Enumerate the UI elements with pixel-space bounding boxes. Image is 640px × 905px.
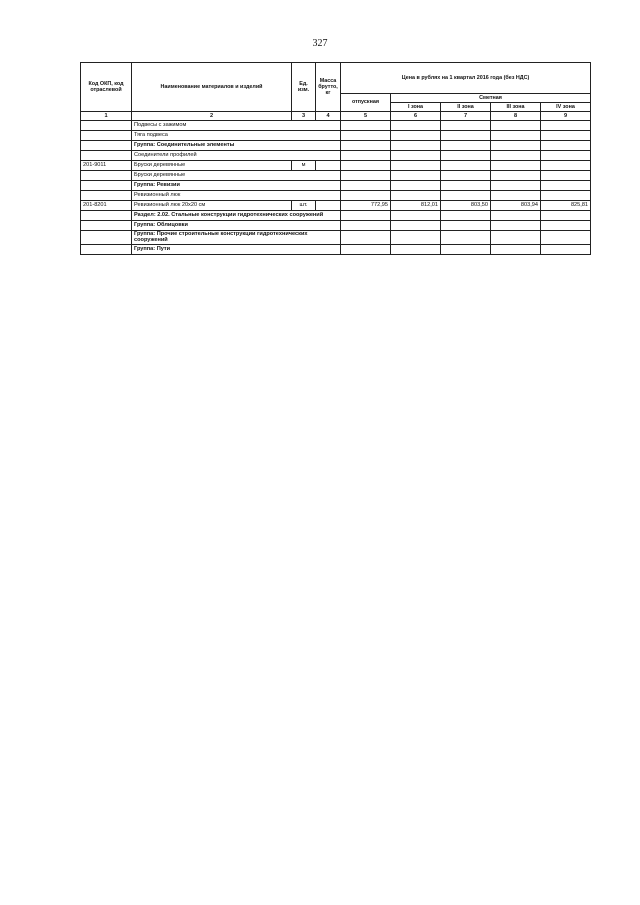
price-table	[80, 62, 591, 255]
column-number: 1	[81, 112, 132, 121]
table-row	[81, 151, 591, 161]
cell-release-price: 772,95	[341, 201, 391, 211]
cell-zone3-price	[491, 161, 541, 171]
cell-code	[81, 151, 132, 161]
cell-release-price	[341, 231, 391, 245]
cell-zone4-price	[541, 131, 591, 141]
table-row	[81, 244, 591, 254]
cell-unit: м	[292, 161, 316, 171]
cell-zone2-price	[441, 171, 491, 181]
cell-zone3-price	[491, 151, 541, 161]
cell-name: Группа: Ревизии	[132, 181, 341, 191]
cell-zone4-price	[541, 221, 591, 231]
cell-zone2-price	[441, 131, 491, 141]
cell-zone3-price	[491, 141, 541, 151]
cell-release-price	[341, 151, 391, 161]
cell-release-price	[341, 171, 391, 181]
cell-name: Группа: Соединительные элементы	[132, 141, 341, 151]
cell-name: Бруски деревянные	[132, 161, 292, 171]
column-number-row	[81, 112, 591, 121]
table-row	[81, 201, 591, 211]
cell-name: Бруски деревянные	[132, 171, 341, 181]
cell-zone3-price	[491, 181, 541, 191]
table-row	[81, 121, 591, 131]
cell-zone3-price	[491, 121, 541, 131]
cell-zone4-price	[541, 151, 591, 161]
cell-zone1-price	[391, 171, 441, 181]
header-name: Наименование материалов и изделий	[132, 63, 292, 112]
cell-zone1-price	[391, 221, 441, 231]
cell-name: Группа: Облицовки	[132, 221, 341, 231]
table-body	[81, 121, 591, 255]
cell-release-price	[341, 131, 391, 141]
cell-zone2-price	[441, 231, 491, 245]
cell-name: Ревизионный люк	[132, 191, 341, 201]
column-number: 7	[441, 112, 491, 121]
cell-zone1-price	[391, 211, 441, 221]
cell-zone1-price	[391, 161, 441, 171]
column-number: 9	[541, 112, 591, 121]
cell-zone1-price	[391, 191, 441, 201]
cell-zone4-price	[541, 231, 591, 245]
column-number: 8	[491, 112, 541, 121]
cell-zone4-price	[541, 211, 591, 221]
cell-zone2-price	[441, 161, 491, 171]
cell-code	[81, 211, 132, 221]
cell-zone2-price	[441, 221, 491, 231]
table-row	[81, 191, 591, 201]
cell-zone2-price	[441, 244, 491, 254]
cell-name: Раздел: 2.02. Стальные конструкции гидротехнических сооружений	[132, 211, 341, 221]
cell-zone4-price	[541, 244, 591, 254]
cell-zone4-price	[541, 171, 591, 181]
cell-code	[81, 231, 132, 245]
cell-zone4-price	[541, 161, 591, 171]
cell-zone4-price	[541, 121, 591, 131]
cell-zone3-price: 803,94	[491, 201, 541, 211]
header-zone-1: I зона	[391, 103, 441, 112]
cell-zone1-price	[391, 121, 441, 131]
table-row	[81, 131, 591, 141]
cell-zone1-price	[391, 141, 441, 151]
cell-unit: шт.	[292, 201, 316, 211]
cell-zone2-price	[441, 211, 491, 221]
cell-code	[81, 131, 132, 141]
header-unit: Ед. изм.	[292, 63, 316, 112]
cell-zone3-price	[491, 221, 541, 231]
cell-zone2-price	[441, 181, 491, 191]
cell-name: Группа: Пути	[132, 244, 341, 254]
table-row	[81, 181, 591, 191]
cell-name: Подвесы с зажимом	[132, 121, 341, 131]
cell-zone3-price	[491, 171, 541, 181]
cell-code: 201-8201	[81, 201, 132, 211]
table-row	[81, 221, 591, 231]
cell-zone1-price: 812,01	[391, 201, 441, 211]
cell-zone2-price	[441, 141, 491, 151]
cell-code	[81, 181, 132, 191]
cell-code: 201-9011	[81, 161, 132, 171]
cell-zone3-price	[491, 211, 541, 221]
cell-code	[81, 141, 132, 151]
header-zone-2: II зона	[441, 103, 491, 112]
header-release: отпускная	[341, 94, 391, 112]
cell-zone4-price: 825,81	[541, 201, 591, 211]
cell-release-price	[341, 121, 391, 131]
table-row	[81, 171, 591, 181]
cell-release-price	[341, 244, 391, 254]
cell-zone1-price	[391, 244, 441, 254]
cell-release-price	[341, 211, 391, 221]
cell-zone4-price	[541, 191, 591, 201]
cell-name: Соединители профилей	[132, 151, 341, 161]
column-number: 2	[132, 112, 292, 121]
cell-zone3-price	[491, 231, 541, 245]
header-price-group: Цена в рублях на 1 квартал 2016 года (без НДС)	[341, 63, 591, 94]
cell-release-price	[341, 161, 391, 171]
header-mass: Масса брутто, кг	[316, 63, 341, 112]
cell-zone4-price	[541, 141, 591, 151]
table-row	[81, 141, 591, 151]
cell-mass	[316, 201, 341, 211]
column-number: 5	[341, 112, 391, 121]
cell-code	[81, 191, 132, 201]
cell-zone1-price	[391, 181, 441, 191]
cell-zone3-price	[491, 191, 541, 201]
cell-zone2-price	[441, 121, 491, 131]
column-number: 6	[391, 112, 441, 121]
cell-zone2-price: 803,50	[441, 201, 491, 211]
cell-zone4-price	[541, 181, 591, 191]
cell-release-price	[341, 181, 391, 191]
table-row	[81, 231, 591, 245]
column-number: 4	[316, 112, 341, 121]
header-estimate: Сметная	[391, 94, 591, 103]
cell-name: Группа: Прочие строительные конструкции гидротехнических сооружений	[132, 231, 341, 245]
header-code: Код ОКП, код отраслевой	[81, 63, 132, 112]
header-zone-4: IV зона	[541, 103, 591, 112]
cell-name: Тяга подвеса	[132, 131, 341, 141]
cell-release-price	[341, 191, 391, 201]
cell-zone3-price	[491, 244, 541, 254]
cell-zone2-price	[441, 151, 491, 161]
page-number: 327	[312, 38, 328, 49]
cell-zone2-price	[441, 191, 491, 201]
header-zone-3: III зона	[491, 103, 541, 112]
column-number: 3	[292, 112, 316, 121]
header-row-main	[81, 63, 591, 94]
cell-code	[81, 171, 132, 181]
table-row	[81, 211, 591, 221]
cell-zone1-price	[391, 131, 441, 141]
cell-zone1-price	[391, 231, 441, 245]
cell-code	[81, 121, 132, 131]
cell-code	[81, 221, 132, 231]
cell-mass	[316, 161, 341, 171]
cell-zone3-price	[491, 131, 541, 141]
cell-name: Ревизионный люк 20x20 см	[132, 201, 292, 211]
table-row	[81, 161, 591, 171]
cell-zone1-price	[391, 151, 441, 161]
cell-code	[81, 244, 132, 254]
cell-release-price	[341, 141, 391, 151]
cell-release-price	[341, 221, 391, 231]
